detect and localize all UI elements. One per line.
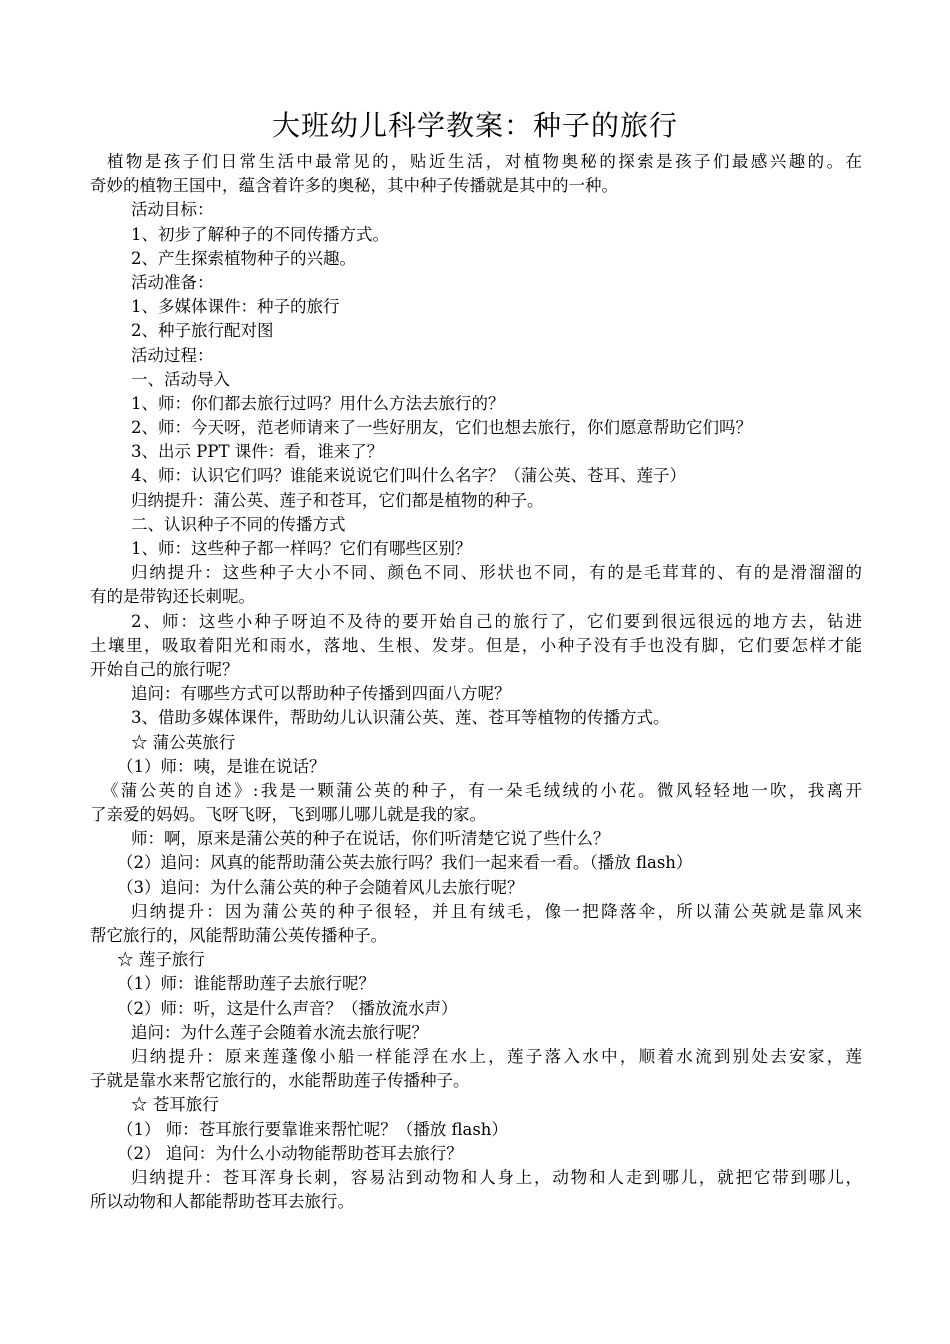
paragraph-line: （1）师：咦，是谁在说话？: [117, 756, 326, 776]
paragraph-line: 4、师：认识它们吗？谁能来说说它们叫什么名字？（蒲公英、苍耳、莲子）: [131, 466, 686, 486]
document-title: 大班幼儿科学教案：种子的旅行: [271, 109, 678, 142]
paragraph-line: 有的是带钩还长刺呢。: [90, 587, 255, 607]
subsection-heading: ☆ 莲子旅行: [117, 950, 205, 970]
paragraph-line: （3）追问：为什么蒲公英的种子会随着风儿去旅行呢？: [117, 877, 524, 897]
paragraph-line: 帮它旅行的，风能帮助蒲公英传播种子。: [90, 926, 387, 945]
paragraph-line: 3、借助多媒体课件，帮助幼儿认识蒲公英、莲、苍耳等植物的传播方式。: [131, 708, 670, 728]
subsection-heading: ☆ 苍耳旅行: [131, 1095, 219, 1115]
paragraph-line: 1、师：这些种子都一样吗？它们有哪些区别？: [131, 539, 472, 558]
paragraph-line: 活动准备：: [131, 272, 214, 292]
paragraph-line: 归纳提升：原来莲蓬像小船一样能浮在水上，莲子落入水中，顺着水流到别处去安家，莲: [131, 1046, 862, 1066]
paragraph-line: 《蒲公英的自述》:我是一颗蒲公英的种子，有一朵毛绒绒的小花。微风轻轻地一吹，我离开: [102, 780, 862, 800]
paragraph-line: 1、初步了解种子的不同传播方式。: [131, 224, 389, 244]
paragraph-line: 追问：有哪些方式可以帮助种子传播到四面八方呢？: [131, 684, 511, 704]
paragraph-line: （1）师：谁能帮助莲子去旅行呢？: [117, 974, 375, 994]
paragraph-line: 了亲爱的妈妈。飞呀飞呀，飞到哪儿哪儿就是我的家。: [90, 805, 486, 825]
paragraph-line: 活动目标：: [131, 200, 214, 220]
paragraph-line: 子就是靠水来帮它旅行的，水能帮助莲子传播种子。: [90, 1071, 470, 1091]
section-heading: 一、活动导入: [131, 369, 230, 389]
paragraph-line: 归纳提升：因为蒲公英的种子很轻，并且有绒毛，像一把降落伞，所以蒲公英就是靠风来: [131, 901, 862, 921]
paragraph-line: 开始自己的旅行呢？: [90, 659, 239, 679]
section-heading: 二、认识种子不同的传播方式: [131, 514, 346, 534]
paragraph-line: 1、师：你们都去旅行过吗？用什么方法去旅行的？: [131, 393, 505, 413]
paragraph-line: （2）追问：风真的能帮助蒲公英去旅行吗？我们一起来看一看。（播放 flash）: [117, 853, 693, 873]
subsection-heading: ☆ 蒲公英旅行: [131, 732, 236, 752]
paragraph-line: 追问：为什么莲子会随着水流去旅行呢？: [131, 1022, 428, 1042]
paragraph-line: 2、师：今天呀，范老师请来了一些好朋友，它们也想去旅行，你们愿意帮助它们吗？: [131, 418, 752, 438]
paragraph-line: 1、多媒体课件：种子的旅行: [131, 297, 340, 317]
paragraph-line: 植物是孩子们日常生活中最常见的，贴近生活，对植物奥秘的探索是孩子们最感兴趣的。在: [107, 152, 862, 171]
paragraph-line: 归纳提升：蒲公英、莲子和苍耳，它们都是植物的种子。: [131, 490, 544, 510]
paragraph-line: （2）师：听，这是什么声音？（播放流水声）: [117, 998, 458, 1018]
paragraph-line: 3、出示 PPT 课件：看，谁来了？: [131, 442, 384, 462]
paragraph-line: 师：啊，原来是蒲公英的种子在说话，你们听清楚它说了些什么？: [131, 829, 610, 849]
paragraph-line: （2） 追问：为什么小动物能帮助苍耳去旅行？: [117, 1143, 463, 1163]
paragraph-line: 2、种子旅行配对图: [131, 321, 274, 341]
paragraph-line: 归纳提升：苍耳浑身长刺，容易沾到动物和人身上，动物和人走到哪儿，就把它带到哪儿，: [131, 1167, 862, 1187]
paragraph-line: 2、师：这些小种子呀迫不及待的要开始自己的旅行了，它们要到很远很远的地方去，钻进: [131, 611, 862, 631]
paragraph-line: 2、产生探索植物种子的兴趣。: [131, 248, 356, 268]
paragraph-line: 奇妙的植物王国中，蕴含着许多的奥秘，其中种子传播就是其中的一种。: [90, 176, 618, 196]
document-body: [90, 150, 862, 1214]
paragraph-line: 土壤里，吸取着阳光和雨水，落地、生根、发芽。但是，小种子没有手也没有脚，它们要怎样才能: [90, 635, 862, 655]
paragraph-line: （1） 师：苍耳旅行要靠谁来帮忙呢？（播放 flash）: [117, 1119, 508, 1139]
paragraph-line: 所以动物和人都能帮助苍耳去旅行。: [90, 1192, 354, 1212]
paragraph-line: 活动过程：: [131, 345, 214, 365]
paragraph-line: 归纳提升：这些种子大小不同、颜色不同、形状也不同，有的是毛茸茸的、有的是滑溜溜的: [131, 563, 862, 583]
